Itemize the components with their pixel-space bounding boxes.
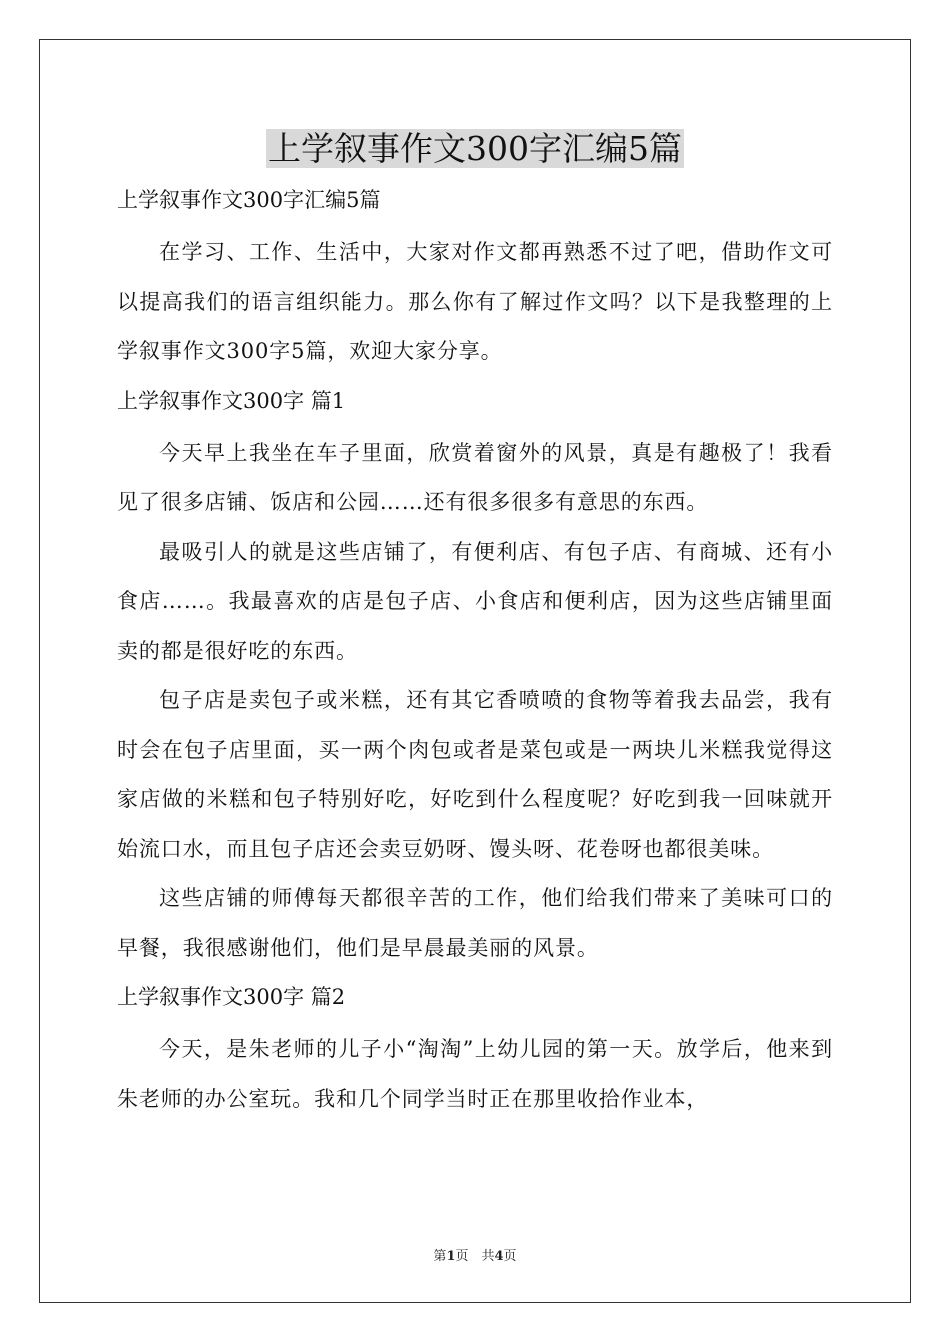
paragraph: 今天，是朱老师的儿子小“淘淘”上幼儿园的第一天。放学后，他来到朱老师的办公室玩。我和几个同学当时正在那里收拾作业本， <box>117 1037 833 1111</box>
footer-page-prefix: 第 <box>433 1249 447 1264</box>
document-subtitle: 上学叙事作文300字汇编5篇 <box>117 188 381 212</box>
footer-page-suffix: 页 <box>503 1249 517 1264</box>
document-title-text: 上学叙事作文300字汇编5篇 <box>268 129 682 168</box>
paragraph: 包子店是卖包子或米糕，还有其它香喷喷的食物等着我去品尝，我有时会在包子店里面，买一两个肉包或者是菜包或是一两块儿米糕我觉得这家店做的米糕和包子特别好吃，好吃到什么程度呢？好吃到我一回味就开始流口水，而且包子店还会卖豆奶呀、馒头呀、花卷呀也都很美味。 <box>117 688 833 861</box>
page-footer <box>0 1245 950 1264</box>
paragraph: 这些店铺的师傅每天都很辛苦的工作，他们给我们带来了美味可口的早餐，我很感谢他们，他们是早晨最美丽的风景。 <box>117 886 833 960</box>
document-title <box>0 127 950 171</box>
document-body <box>117 178 833 1124</box>
footer-page-mid: 页 共 <box>455 1249 495 1264</box>
paragraph: 今天早上我坐在车子里面，欣赏着窗外的风景，真是有趣极了！我看见了很多店铺、饭店和公园……还有很多很多有意思的东西。 <box>117 440 833 514</box>
section-heading-1: 上学叙事作文300字 篇1 <box>117 388 346 413</box>
intro-paragraph: 在学习、工作、生活中，大家对作文都再熟悉不过了吧，借助作文可以提高我们的语言组织能力。那么你有了解过作文吗？以下是我整理的上学叙事作文300字5篇，欢迎大家分享。 <box>117 240 833 363</box>
footer-page-total: 4 <box>494 1249 504 1264</box>
paragraph: 最吸引人的就是这些店铺了，有便利店、有包子店、有商城、还有小食店……。我最喜欢的店是包子店、小食店和便利店，因为这些店铺里面卖的都是很好吃的东西。 <box>117 539 833 663</box>
footer-page-current: 1 <box>446 1249 456 1264</box>
section-heading-2: 上学叙事作文300字 篇2 <box>117 985 346 1009</box>
